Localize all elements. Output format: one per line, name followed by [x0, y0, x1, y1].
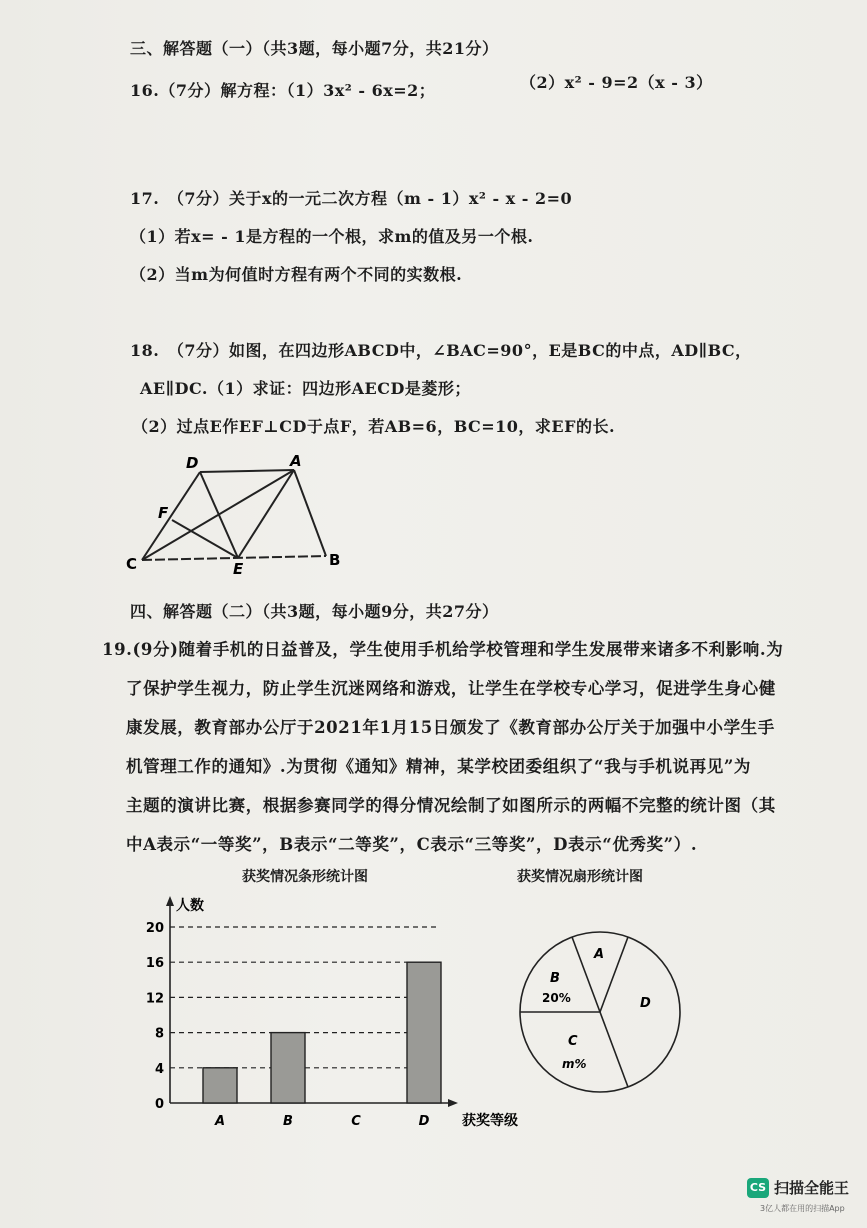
bar-B: [271, 1033, 305, 1103]
y-tick-label-12: 12: [145, 991, 164, 1007]
section3-heading: 三、解答题（一）（共3题，每小题7分，共21分）: [130, 39, 499, 58]
pie-chart-title: 获奖情况扇形统计图: [517, 869, 643, 885]
quadrilateral-figure: [120, 452, 360, 577]
x-axis-title: 获奖等级: [462, 1113, 518, 1129]
y-tick-label-4: 4: [154, 1061, 164, 1077]
q19-text: [102, 630, 786, 864]
q19-line5: 主题的演讲比赛，根据参赛同学的得分情况绘制了如图所示的两幅不完整的统计图（其: [126, 796, 776, 815]
label-A: A: [290, 452, 302, 470]
q19-line2: 了保护学生视力，防止学生沉迷网络和游戏，让学生在学校专心学习，促进学生身心健: [126, 679, 776, 698]
q19-line3: 康发展，教育部办公厅于2021年1月15日颁发了《教育部办公厅关于加强中小学生手: [126, 718, 775, 737]
q16-part1: 16.（7分）解方程：（1）3x² - 6x=2；: [130, 81, 436, 100]
slice-divider-AD: [600, 937, 628, 1012]
y-tick-label-20: 20: [145, 921, 164, 936]
label-C: C: [126, 555, 138, 573]
q18-part2: （2）过点E作EF⊥CD于点F，若AB=6，BC=10，求EF的长.: [132, 417, 616, 436]
y-axis-arrow: [166, 896, 174, 906]
x-tick-label-B: B: [283, 1114, 293, 1129]
pie-label-D: D: [640, 996, 651, 1011]
bar-D: [407, 962, 441, 1103]
label-F: F: [158, 504, 169, 522]
camscanner-tagline: 3亿人都在用的扫描App: [760, 1204, 845, 1213]
camscanner-logo: CS: [747, 1178, 769, 1198]
slice-divider-CD: [600, 1012, 628, 1087]
y-axis-title: 人数: [176, 898, 204, 914]
q16-part2: （2）x² - 9=2（x - 3）: [520, 73, 713, 92]
x-tick-label-A: A: [214, 1114, 226, 1129]
q17-stem: 17. （7分）关于x的一元二次方程（m - 1）x² - x - 2=0: [130, 189, 573, 208]
label-B: B: [329, 551, 341, 569]
y-tick-label-16: 16: [145, 956, 164, 972]
x-tick-label-C: C: [351, 1114, 361, 1129]
pie-chart: [510, 922, 690, 1102]
q19-line6: 中A表示“一等奖”，B表示“二等奖”，C表示“三等奖”，D表示“优秀奖”）.: [126, 835, 698, 854]
x-tick-label-D: D: [418, 1114, 430, 1129]
bar-A: [203, 1068, 237, 1103]
label-E: E: [233, 560, 244, 577]
camscanner-name: 扫描全能王: [774, 1179, 850, 1197]
pie-label-B: B: [550, 971, 560, 986]
q18-stem: 18. （7分）如图，在四边形ABCD中，∠BAC=90°，E是BC的中点，AD∥BC，: [130, 341, 752, 360]
q18-stem2: AE∥DC.（1）求证：四边形AECD是菱形；: [140, 379, 471, 398]
y-tick-label-0: 0: [154, 1097, 164, 1112]
pie-label-A: A: [594, 947, 605, 962]
label-D: D: [186, 454, 199, 472]
pie-label-C: C: [568, 1034, 578, 1049]
section4-heading: 四、解答题（二）（共3题，每小题9分，共27分）: [130, 602, 499, 621]
bar-chart: [130, 890, 540, 1140]
q19-line1: 19.(9分)随着手机的日益普及，学生使用手机给学校管理和学生发展带来诸多不利影响.为: [102, 640, 784, 659]
pie-percent-C: m%: [562, 1057, 587, 1071]
bar-chart-title: 获奖情况条形统计图: [242, 869, 368, 885]
pie-percent-B: 20%: [542, 991, 571, 1005]
x-axis-arrow: [448, 1099, 458, 1107]
q19-line4: 机管理工作的通知》.为贯彻《通知》精神，某学校团委组织了“我与手机说再见”为: [126, 757, 752, 776]
q17-part2: （2）当m为何值时方程有两个不同的实数根.: [130, 265, 463, 284]
y-tick-label-8: 8: [154, 1026, 164, 1042]
q17-part1: （1）若x= - 1是方程的一个根，求m的值及另一个根.: [130, 227, 534, 246]
